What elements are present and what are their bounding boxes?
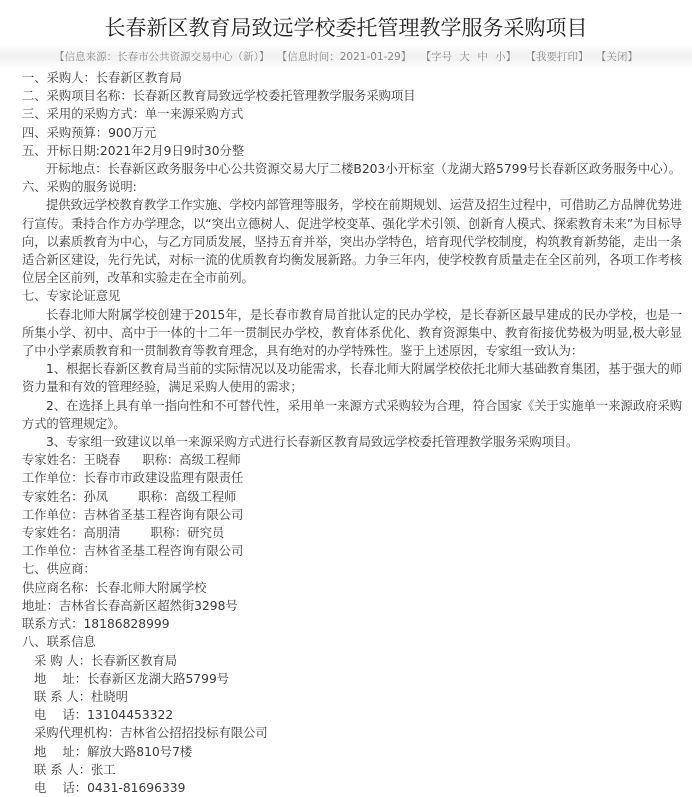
purchaser-phone-row	[22, 706, 682, 724]
expert-3-name-row	[22, 524, 682, 542]
expert-name: 专家姓名：高朋清	[22, 526, 121, 541]
section-bid-location: 开标地点：长春新区政务服务中心公共资源交易大厅二楼B203小开标室（龙湖大路5799号长春新区政务服务中心）。	[46, 162, 682, 177]
info-bar	[0, 45, 692, 69]
expert-point-2: 2、在选择上具有单一指向性和不可替代性，采用单一来源方式采购较为合理，符合国家《关于实施单一来源政府采购方式的管理规定》。	[22, 398, 682, 431]
agency-value: 吉林省公招招投标有限公司	[120, 726, 268, 741]
close-link[interactable]: 【关闭】	[595, 51, 638, 63]
agency-label: 采购代理机构：	[34, 726, 121, 741]
section-purchaser: 一、采购人：长春新区教育局	[22, 71, 182, 85]
contact-heading: 八、联系信息	[22, 635, 96, 650]
agency-phone-label: 电 话：	[34, 780, 88, 795]
info-source: 【信息来源：长春市公共资源交易中心（新）】	[54, 51, 270, 63]
section-method: 三、采用的采购方式：单一来源采购方式	[22, 107, 244, 122]
purchaser-phone-label: 电 话：	[34, 708, 88, 723]
expert-point-3: 3、专家组一致建议以单一来源采购方式进行长春新区教育局致远学校委托管理教学服务采购项目。	[46, 435, 579, 450]
font-small-link[interactable]: 小】	[495, 51, 517, 63]
agency-row	[22, 724, 682, 742]
expert-2-name-row	[22, 488, 682, 506]
print-link[interactable]: 【我要打印】	[525, 51, 589, 63]
agency-address: 解放大路810号7楼	[87, 744, 193, 759]
supplier-contact: 联系方式：18186828999	[22, 617, 170, 632]
agency-person-label: 联 系 人：	[34, 762, 92, 777]
section-bid-date: 五、开标日期:2021年2月9日9时30分整	[22, 143, 245, 158]
purchaser-person: 杜晓明	[91, 689, 128, 704]
agency-phone-row	[22, 779, 682, 797]
font-large-link[interactable]: 大	[459, 51, 470, 63]
expert-name: 专家姓名：孙凤	[22, 489, 109, 504]
agency-person-row	[22, 761, 682, 779]
info-time: 【信息时间：2021-01-29】	[276, 51, 412, 63]
agency-address-label: 地 址：	[34, 744, 88, 759]
purchaser-label: 采 购 人：	[34, 653, 92, 668]
font-size-text: 【字号	[420, 51, 453, 63]
expert-1-unit: 工作单位：长春市市政建设监理有限责任	[22, 471, 244, 486]
section-service-body: 提供致远学校教育教学工作实施、学校内部管理等服务，学校在前期规划、运营及招生过程中，可借助乙方品牌优势进行宣传。秉持合作方办学理念，以“突出立德树人、促进学校变革、强化学术引领、创新育人模式、探索教育未来”为目标导向，以素质教育为中心，与乙方同质发展，坚持五育并举，突出办学特色，培育现代学校制度，构筑教育新势能，走出一条适合新区建设，先行先试，对标一流的优质教育均衡发展新路。力争三年内，使学校教育质量走在全区前列，各项工作考核位居全区前列，改革和实验走在全市前列。	[22, 198, 682, 286]
section-expert-body: 长春北师大附属学校创建于2015年，是长春市教育局首批认定的民办学校，是长春新区最早建成的民办学校，也是一所集小学、初中、高中于一体的十二年一贯制民办学校，教育体系优化、教育资源集中、教育衔接优势极为明显,极大彰显了中小学素质教育和一贯制教育等教育理念，具有绝对的办学特殊性。鉴于上述原因，专家组一致认为：	[22, 307, 682, 359]
section-expert-heading: 七、专家论证意见	[22, 289, 121, 304]
section-project-name: 二、采购项目名称：长春新区教育局致远学校委托管理教学服务采购项目	[22, 89, 416, 104]
expert-title: 职称：高级工程师	[142, 453, 241, 468]
supplier-heading: 七、供应商：	[22, 562, 96, 577]
purchaser-person-label: 联 系 人：	[34, 689, 92, 704]
supplier-address: 地址：吉林省长春高新区超然街3298号	[22, 598, 238, 613]
font-medium-link[interactable]: 中	[477, 51, 488, 63]
agency-phone: 0431-81696339	[87, 780, 186, 795]
expert-2-unit: 工作单位：吉林省圣基工程咨询有限公司	[22, 507, 244, 522]
purchaser-address: 长春新区龙湖大路5799号	[87, 671, 230, 686]
expert-3-unit: 工作单位：吉林省圣基工程咨询有限公司	[22, 544, 244, 559]
expert-point-1: 1、根据长春新区教育局当前的实际情况以及功能需求，长春北师大附属学校依托北师大基础教育集团，基于强大的师资力量和有效的管理经验，满足采购人使用的需求；	[22, 362, 682, 395]
purchaser-phone: 13104453322	[87, 708, 174, 723]
section-budget: 四、采购预算：900万元	[22, 125, 157, 140]
expert-title: 职称：高级工程师	[138, 489, 237, 504]
purchaser-row	[22, 652, 682, 670]
section-service-heading: 六、采购的服务说明:	[22, 180, 137, 195]
expert-1-name-row	[22, 451, 682, 469]
agency-address-row	[22, 743, 682, 761]
purchaser-person-row	[22, 688, 682, 706]
purchaser-address-label: 地 址：	[34, 671, 88, 686]
purchaser-address-row	[22, 670, 682, 688]
expert-title: 职称：研究员	[150, 526, 225, 541]
agency-person: 张工	[91, 762, 116, 777]
supplier-name: 供应商名称：长春北师大附属学校	[22, 580, 207, 595]
page-title: 长春新区教育局致远学校委托管理教学服务采购项目	[104, 16, 588, 40]
article-body	[22, 69, 682, 797]
purchaser-value: 长春新区教育局	[91, 653, 178, 668]
expert-name: 专家姓名：王晓春	[22, 453, 121, 468]
font-size-label	[419, 51, 519, 63]
